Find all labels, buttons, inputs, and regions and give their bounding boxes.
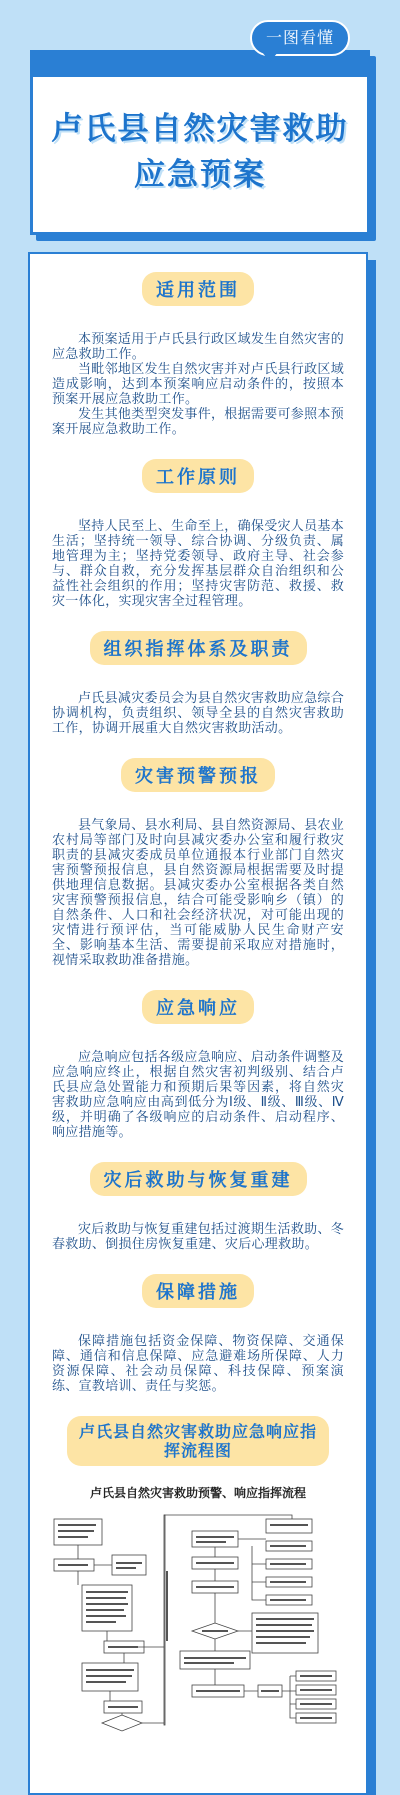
header-bar	[33, 53, 367, 77]
section-title: 适用范围	[142, 272, 254, 306]
section-scope	[52, 272, 344, 437]
paragraph: 灾后救助与恢复重建包括过渡期生活救助、冬春救助、倒损住房恢复重建、灾后心理救助。	[52, 1222, 345, 1252]
content-card	[28, 252, 368, 1795]
section-title: 组织指挥体系及职责	[90, 631, 307, 665]
section-title: 工作原则	[142, 459, 254, 493]
paragraph: 保障措施包括资金保障、物资保障、交通保障、通信和信息保障、应急避难场所保障、人力资源保障、社会动员保障、科技保障、预案演练、宣教培训、责任与奖惩。	[52, 1334, 344, 1394]
title-line-1: 卢氏县自然灾害救助	[51, 110, 349, 147]
paragraph: 县气象局、县水利局、县自然资源局、县农业农村局等部门及时向县减灾委办公室和履行救灾职责的县减灾委成员单位通报本行业部门自然灾害预警预报信息，县自然资源局根据需要及时提供地理信息数据。县减灾委办公室根据各类自然灾害预警预报信息，结合可能受影响乡（镇）的自然条件、人口和社会经济状况，对可能出现的灾情进行预评估，当可能威胁人民生命财产安全、影响基本生活、需要提前采取应对措施时，视情采取救助准备措施。	[52, 818, 345, 968]
page-title	[52, 106, 349, 198]
flowchart-title: 卢氏县自然灾害救助预警、响应指挥流程	[89, 1486, 306, 1500]
badge-tail	[262, 52, 278, 62]
flowchart-section-title: 卢氏县自然灾害救助应急响应指挥流程图	[67, 1416, 329, 1466]
paragraph: 发生其他类型突发事件，根据需要可参照本预案开展应急救助工作。	[52, 407, 345, 437]
section-title: 灾后救助与恢复重建	[90, 1162, 307, 1196]
paragraph: 当毗邻地区发生自然灾害并对卢氏县行政区域造成影响，达到本预案响应启动条件的，按照本预案开展应急救助工作。	[52, 362, 345, 407]
section-response	[52, 990, 344, 1140]
section-principles	[52, 459, 344, 609]
section-safeguards	[52, 1274, 344, 1394]
flowchart-diagram	[52, 1511, 348, 1736]
paragraph: 应急响应包括各级应急响应、启动条件调整及应急响应终止，根据自然灾害初判级别、结合卢氏县应急处置能力和预期后果等因素，将自然灾害救助应急响应由高到低分为Ⅰ级、Ⅱ级、Ⅲ级、Ⅳ级，并明确了各级响应的启动条件、启动程序、响应措施等。	[52, 1050, 345, 1140]
header-card	[30, 50, 370, 235]
section-title: 保障措施	[142, 1274, 254, 1308]
section-warning	[52, 758, 344, 968]
title-line-2: 应急预案	[134, 156, 266, 193]
flowchart	[52, 1484, 344, 1744]
paragraph: 坚持人民至上、生命至上，确保受灾人员基本生活；坚持统一领导、综合协调、分级负责、属地管理为主；坚持党委领导、政府主导、社会参与、群众自救，充分发挥基层群众自治组织和公益性社会组织的作用；坚持灾害防范、救援、救灾一体化，实现灾害全过程管理。	[52, 519, 345, 609]
header	[30, 50, 370, 235]
paragraph: 本预案适用于卢氏县行政区域发生自然灾害的应急救助工作。	[52, 332, 345, 362]
section-recovery	[52, 1162, 344, 1252]
paragraph: 卢氏县减灾委员会为县自然灾害救助应急综合协调机构，负责组织、领导全县的自然灾害救助工作，协调开展重大自然灾害救助活动。	[52, 691, 345, 736]
section-title: 应急响应	[142, 990, 254, 1024]
summary-badge: 一图看懂	[250, 20, 350, 56]
section-title: 灾害预警预报	[121, 758, 275, 792]
section-organization	[52, 631, 344, 736]
